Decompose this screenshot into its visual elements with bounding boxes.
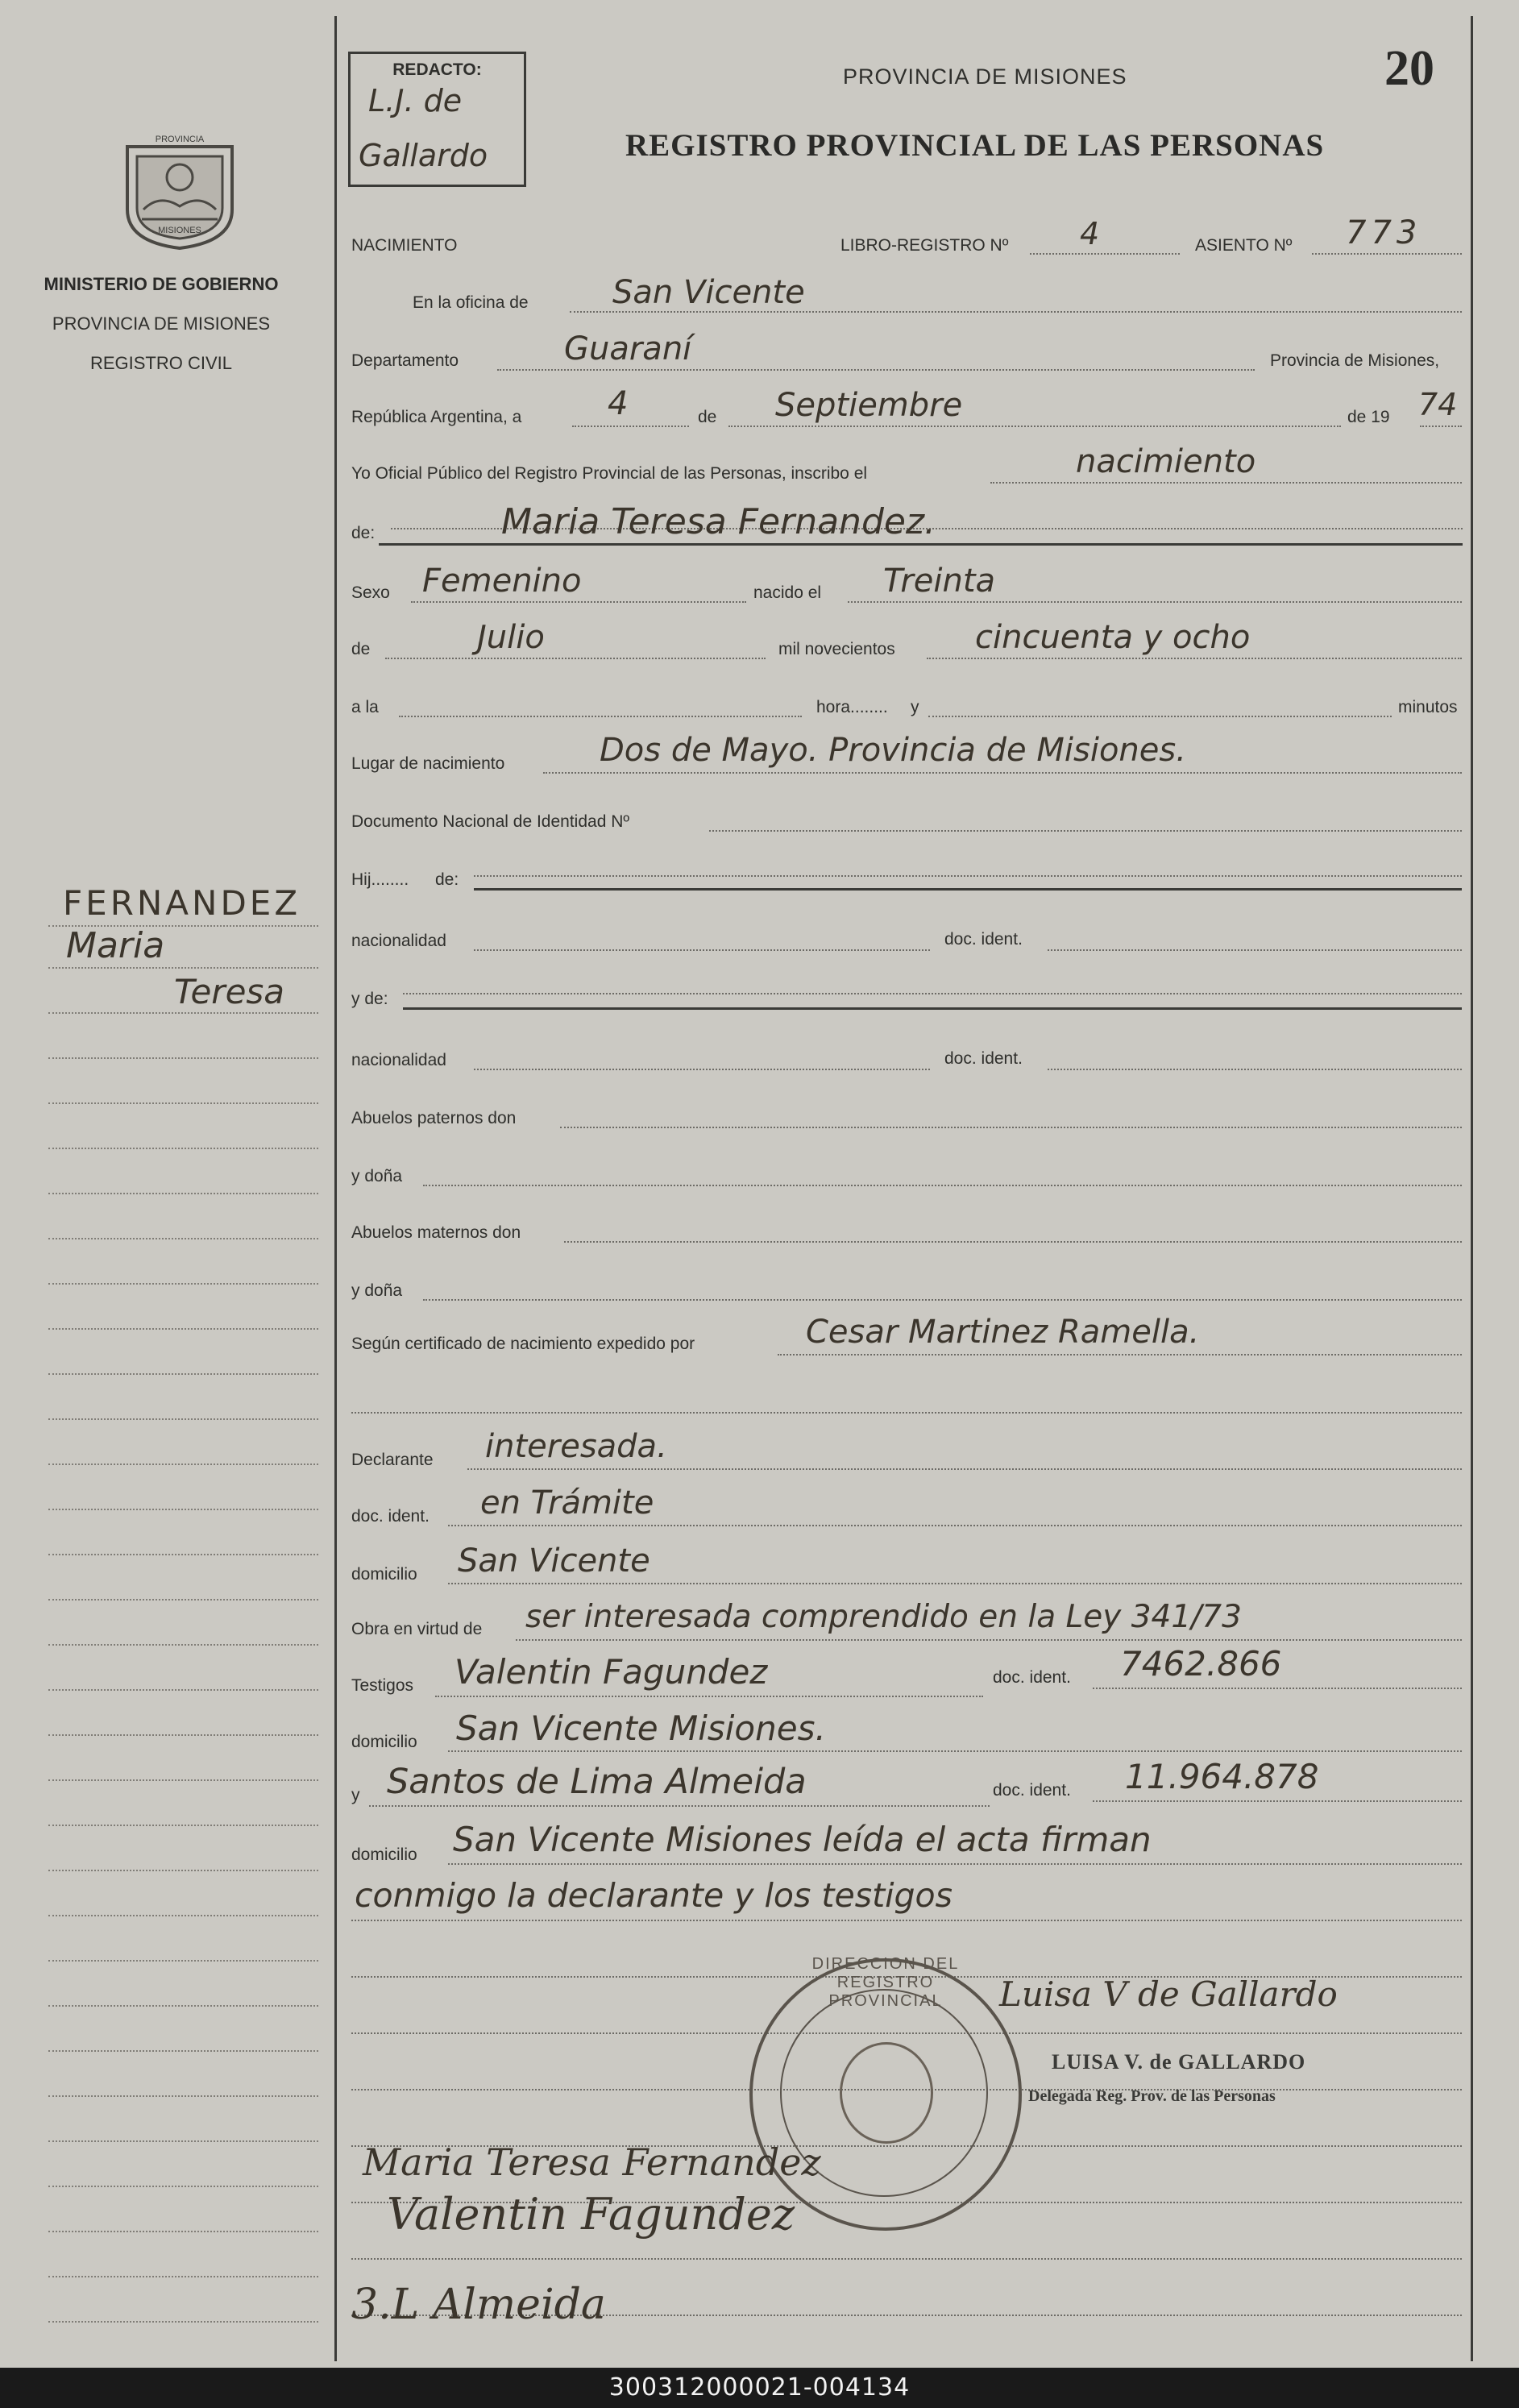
testigo1-value: Valentin Fagundez bbox=[454, 1652, 768, 1692]
sexo-label: Sexo bbox=[351, 583, 390, 602]
doc-declarante-line bbox=[448, 1525, 1462, 1526]
seal-center-emblem bbox=[840, 2042, 933, 2144]
de-mes-label: de bbox=[351, 640, 371, 658]
margin-line bbox=[48, 1193, 318, 1194]
anio-line bbox=[1420, 426, 1462, 427]
padre-solid-line bbox=[474, 888, 1462, 891]
mes-line bbox=[728, 426, 1341, 427]
margin-line bbox=[48, 1238, 318, 1239]
emblem-top-text: PROVINCIA bbox=[155, 135, 205, 144]
nacionalidad-2-line bbox=[474, 1069, 930, 1070]
doc-declarante-value: en Trámite bbox=[480, 1484, 654, 1522]
declarante-label: Declarante bbox=[351, 1451, 434, 1469]
margin-line bbox=[48, 2321, 318, 2323]
margin-line bbox=[48, 2095, 318, 2097]
doc-testigo2-line bbox=[1093, 1800, 1462, 1802]
margin-line bbox=[48, 2231, 318, 2232]
oficial-stamp-title: Delegada Reg. Prov. de las Personas bbox=[1028, 2087, 1276, 2105]
doc-testigo2-value: 11.964.878 bbox=[1125, 1757, 1319, 1796]
oficial-signature: Luisa V de Gallardo bbox=[999, 1974, 1338, 2014]
image-caption: 300312000021-004134 bbox=[608, 2373, 911, 2402]
departamento-value: Guaraní bbox=[564, 330, 692, 367]
y-testigo-label: y bbox=[351, 1786, 360, 1804]
page-number: 20 bbox=[1384, 41, 1434, 96]
mil-novecientos-line bbox=[927, 658, 1462, 659]
hora-label: hora........ bbox=[816, 698, 888, 716]
y-de-label: y de: bbox=[351, 990, 388, 1008]
departamento-label: Departamento bbox=[351, 351, 459, 370]
declarante-value: interesada. bbox=[485, 1428, 667, 1465]
madre-solid-line bbox=[403, 1007, 1462, 1010]
mes-value: Septiembre bbox=[775, 387, 963, 424]
margin-line bbox=[48, 1915, 318, 1916]
abuelos-paternos-label: Abuelos paternos don bbox=[351, 1109, 517, 1127]
nacionalidad-2-label: nacionalidad bbox=[351, 1051, 446, 1069]
minutos-label: minutos bbox=[1398, 698, 1458, 716]
inscribo-line bbox=[990, 482, 1462, 484]
margin-line bbox=[48, 2276, 318, 2277]
testigo2-signature: 3.L Almeida bbox=[351, 2281, 606, 2329]
margin-line bbox=[48, 1644, 318, 1646]
margin-line bbox=[48, 1825, 318, 1826]
margin-line bbox=[48, 1102, 318, 1104]
margin-line bbox=[48, 1960, 318, 1962]
margin-line bbox=[48, 1328, 318, 1330]
y-label: y bbox=[911, 698, 919, 716]
nacionalidad-1-label: nacionalidad bbox=[351, 932, 446, 950]
obra-line bbox=[516, 1639, 1462, 1641]
documento-label: Documento Nacional de Identidad Nº bbox=[351, 812, 630, 831]
abuelos-maternos-label: Abuelos maternos don bbox=[351, 1223, 521, 1242]
declarante-signature: Maria Teresa Fernandez bbox=[363, 2140, 821, 2184]
anio-label: de 19 bbox=[1347, 408, 1390, 426]
ministry-line-3: REGISTRO CIVIL bbox=[89, 353, 233, 373]
document-title: REGISTRO PROVINCIAL DE LAS PERSONAS bbox=[625, 128, 1325, 163]
nombre-value: Maria Teresa Fernandez. bbox=[501, 501, 936, 542]
right-frame-line bbox=[1471, 16, 1473, 2361]
lugar-value: Dos de Mayo. Provincia de Misiones. bbox=[600, 732, 1186, 769]
margin-line bbox=[48, 1870, 318, 1871]
dia-value: 4 bbox=[608, 385, 629, 422]
domicilio-testigo2-label: domicilio bbox=[351, 1845, 417, 1864]
abuelos-paternos-line bbox=[560, 1127, 1462, 1128]
redacto-label: REDACTO: bbox=[392, 60, 482, 79]
y-dona-2-label: y doña bbox=[351, 1281, 403, 1300]
doc-testigo1-label: doc. ident. bbox=[993, 1668, 1071, 1687]
a-la-label: a la bbox=[351, 698, 379, 716]
asiento-label: ASIENTO Nº bbox=[1195, 236, 1293, 255]
margin-name-1: Maria bbox=[66, 925, 165, 966]
departamento-line bbox=[497, 369, 1255, 371]
margin-line bbox=[48, 2186, 318, 2187]
hij-de-label: de: bbox=[435, 870, 459, 889]
lugar-label: Lugar de nacimiento bbox=[351, 754, 505, 773]
margin-line bbox=[48, 1554, 318, 1555]
doc-testigo2-label: doc. ident. bbox=[993, 1781, 1071, 1800]
margin-line bbox=[48, 1463, 318, 1465]
margin-line bbox=[48, 1418, 318, 1420]
certificado-line bbox=[778, 1354, 1462, 1356]
asiento-value: 773 bbox=[1346, 214, 1422, 251]
domicilio-declarante-value: San Vicente bbox=[458, 1542, 650, 1580]
ministry-line-2: PROVINCIA DE MISIONES bbox=[52, 313, 271, 334]
abuelos-maternos-line bbox=[564, 1241, 1462, 1243]
testigo1-signature: Valentin Fagundez bbox=[387, 2189, 795, 2240]
domicilio-testigo1-value: San Vicente Misiones. bbox=[456, 1708, 826, 1748]
margin-line bbox=[48, 925, 318, 927]
madre-line bbox=[403, 993, 1462, 994]
testigos-label: Testigos bbox=[351, 1676, 414, 1695]
oficina-line bbox=[570, 311, 1462, 313]
doc-ident-1-line bbox=[1048, 949, 1462, 951]
y-dona-1-line bbox=[423, 1185, 1462, 1186]
obra-label: Obra en virtud de bbox=[351, 1620, 483, 1638]
a-la-line bbox=[399, 716, 802, 717]
domicilio-declarante-label: domicilio bbox=[351, 1565, 417, 1584]
inscribo-value: nacimiento bbox=[1076, 443, 1256, 480]
margin-line bbox=[48, 2140, 318, 2142]
libro-value: 4 bbox=[1080, 216, 1100, 251]
margin-surname: FERNANDEZ bbox=[63, 883, 301, 923]
redacto-value-1: L.J. de bbox=[368, 83, 463, 118]
certificado-value: Cesar Martinez Ramella. bbox=[806, 1314, 1200, 1351]
nacido-el-line bbox=[848, 601, 1462, 603]
testigo1-line bbox=[435, 1696, 983, 1697]
margin-line bbox=[48, 1283, 318, 1285]
coat-of-arms-icon bbox=[119, 129, 240, 250]
padre-line bbox=[474, 875, 1462, 877]
oficial-label: Yo Oficial Público del Registro Provincial de las Personas, inscribo el bbox=[351, 464, 868, 483]
republica-label: República Argentina, a bbox=[351, 408, 522, 426]
libro-line bbox=[1030, 253, 1180, 255]
domicilio-testigo2-value: San Vicente Misiones leída el acta firman bbox=[453, 1820, 1152, 1859]
redacto-value-2: Gallardo bbox=[359, 138, 488, 173]
nombre-solid-line bbox=[379, 543, 1463, 546]
oficina-label: En la oficina de bbox=[413, 293, 529, 312]
de-nombre-label: de: bbox=[351, 524, 376, 542]
declarante-line bbox=[467, 1468, 1462, 1470]
y-dona-2-line bbox=[423, 1299, 1462, 1301]
testigo2-value: Santos de Lima Almeida bbox=[387, 1762, 807, 1802]
margin-line bbox=[48, 1373, 318, 1375]
emblem-bottom-text: MISIONES bbox=[158, 226, 201, 235]
nacionalidad-1-line bbox=[474, 949, 930, 951]
margin-line bbox=[48, 1689, 318, 1691]
domicilio-testigo2-line bbox=[448, 1863, 1462, 1865]
ministry-line-1: MINISTERIO DE GOBIERNO bbox=[44, 274, 279, 294]
segun-label: Según certificado de nacimiento expedido por bbox=[351, 1335, 695, 1353]
margin-line bbox=[48, 1734, 318, 1736]
left-frame-line bbox=[334, 16, 337, 2361]
nacimiento-label: NACIMIENTO bbox=[351, 236, 458, 255]
doc-declarante-label: doc. ident. bbox=[351, 1507, 430, 1526]
doc-ident-1-label: doc. ident. bbox=[944, 930, 1023, 949]
margin-line bbox=[48, 1509, 318, 1510]
continuacion-value: conmigo la declarante y los testigos bbox=[355, 1876, 953, 1915]
domicilio-declarante-line bbox=[448, 1583, 1462, 1584]
doc-ident-2-label: doc. ident. bbox=[944, 1049, 1023, 1068]
margin-line bbox=[48, 1012, 318, 1014]
seal-text: DIRECCION DEL REGISTRO PROVINCIAL bbox=[811, 1955, 960, 2010]
continuacion-line bbox=[351, 1920, 1462, 1921]
nacido-el-label: nacido el bbox=[753, 583, 822, 602]
hij-label: Hij........ bbox=[351, 870, 409, 889]
testigo2-line bbox=[369, 1805, 990, 1807]
oficina-value: San Vicente bbox=[612, 274, 805, 311]
doc-ident-2-line bbox=[1048, 1069, 1462, 1070]
y-dona-1-label: y doña bbox=[351, 1167, 403, 1185]
margin-line bbox=[48, 1148, 318, 1149]
asiento-line bbox=[1312, 253, 1462, 255]
de-label: de bbox=[698, 408, 717, 426]
blank-line bbox=[351, 2258, 1462, 2260]
de-mes-value: Julio bbox=[477, 619, 545, 656]
obra-value: ser interesada comprendido en la Ley 341/73 bbox=[525, 1599, 1242, 1635]
dia-line bbox=[572, 426, 689, 427]
documento-line bbox=[709, 830, 1462, 832]
minutos-line bbox=[928, 716, 1392, 717]
lugar-line bbox=[543, 772, 1462, 774]
provincia-misiones-label: Provincia de Misiones, bbox=[1270, 351, 1440, 370]
anio-nac-value: cincuenta y ocho bbox=[975, 619, 1251, 656]
margin-line bbox=[48, 2005, 318, 2007]
sexo-line bbox=[411, 601, 746, 603]
certificado-line-2 bbox=[351, 1412, 1462, 1414]
anio-value: 74 bbox=[1418, 387, 1458, 422]
margin-line bbox=[48, 1779, 318, 1781]
redacto-box bbox=[348, 52, 526, 187]
province-heading: PROVINCIA DE MISIONES bbox=[843, 64, 1127, 89]
mil-novecientos-label: mil novecientos bbox=[778, 640, 895, 658]
margin-name-2: Teresa bbox=[174, 972, 285, 1011]
margin-line bbox=[48, 1599, 318, 1600]
domicilio-testigo1-label: domicilio bbox=[351, 1733, 417, 1751]
doc-testigo1-line bbox=[1093, 1688, 1462, 1689]
oficial-stamp-name: LUISA V. de GALLARDO bbox=[1052, 2050, 1306, 2074]
margin-line bbox=[48, 1057, 318, 1059]
nacido-el-value: Treinta bbox=[883, 563, 996, 600]
margin-line bbox=[48, 967, 318, 969]
libro-label: LIBRO-REGISTRO Nº bbox=[840, 236, 1009, 255]
doc-testigo1-value: 7462.866 bbox=[1120, 1644, 1282, 1684]
sexo-value: Femenino bbox=[422, 563, 582, 600]
margin-line bbox=[48, 2050, 318, 2052]
de-mes-line bbox=[385, 658, 766, 659]
domicilio-testigo1-line bbox=[448, 1750, 1462, 1752]
